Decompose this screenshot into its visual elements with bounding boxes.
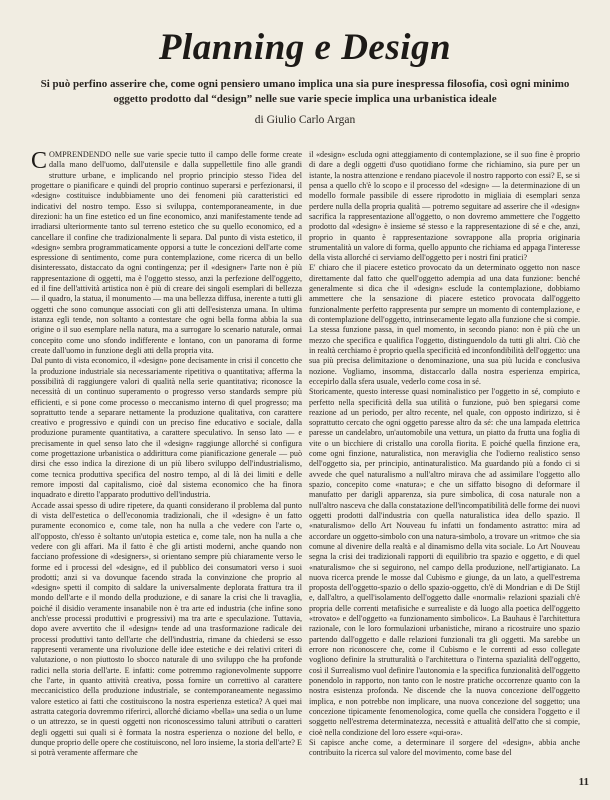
article-author: di Giulio Carlo Argan	[254, 114, 356, 126]
article-subtitle: Si può perfino asserire che, come ogni pensiero umano implica una sia pure inespressa filosofia, così ogni minimo oggetto prodotto dal “design” nelle sue varie specie implica una urbanistica ideale	[40, 78, 570, 105]
article-title: Planning e Design	[158, 27, 452, 68]
left-column	[31, 150, 302, 758]
paragraph: Accade assai spesso di udire ripetere, da quanti considerano il problema dal punto di vista dell'estetica o dell'economia tradizionali, che il «design» è un fatto puramente economico e, come tale, non ha nulla a che vedere con l'arte o, all'opposto, ch'esso è soltanto un'utopia estetica e, come tale, non ha nulla a che vedere con gli affari. Ma il fatto è che gli artisti moderni, anche quando non facciano professione di «designers», si orientano sempre più chiaramente verso le forme ed i processi del «design», ed il pubblico dei consumatori verso i suoi prodotti; anzi si va dovunque facendo strada la convinzione che proprio al «design» spetti il compito di saldare la universalmente deplorata frattura tra il mondo dell'arte e il mondo della produzione, e di sanare la crisi che li travaglia, poiché il disidio veramente insanabile non è tra arte ed industria (che infine sono anch'esse processi produttivi e progressivi) ma tra arte e speculazione. Tuttavia, dopo avere avvertito che il «design» tende ad una trasformazione radicale dei processi produttivi tanto dell'arte che dell'industria, rimane da chiedersi se esso rappresenti veramente una rivoluzione delle idee estetiche e dei relativi criteri di valutazione, o non piuttosto lo sbocco naturale di uno sviluppo che ha profonde radici nella storia dell'arte. E infatti: come potremmo ragionevolmente supporre che l'arte, in quanto attività creativa, possa fornire un correttivo al carattere meccanicistico della produzione industriale, se contemporaneamente negassimo valore estetico ai fatti che costituiscono la nostra esperienza estetica? A quei mai astratta categoria dovremmo riferirci, allorché diciamo «bella» una sedia o un lume o un attrezzo, se in questi oggetti non riconoscessimo taluni attributi o caratteri degli oggetti sui quali si è formata la nostra esperienza o nozione del bello, e dunque proprio delle opere che costituiscono, nel loro insieme, la storia dell'arte? E si potrà veramente affermare che	[31, 500, 302, 758]
paragraph-text: OMPRENDENDO nelle sue varie specie tutto il campo delle forme create dalla mano dell'uomo, dall'utensile e dalla suppellettile fino alle grandi strutture urbane, e implicando nel proprio principio stesso l'idea del progettare o pianificare e quindi del proprio continuo superarsi e perfezionarsi, il «design» costituisce indubbiamente uno dei fenomeni più caratteristici ed indicativi del nostro tempo. Esso si sviluppa, contemporaneamente, in due direzioni: ha un fine estetico ed un fine economico, anzi manifestamente tende ad irradiarsi ulteriormente tanto sul terreno estetico che su quello economico, ed a cancellare il confine che tradizionalmente li separa. Dal punto di vista estetico, il «design» sembra programmaticamente opporsi a tutte le concezioni dell'arte come espressione di sentimento, come pura contemplazione, come ricerca di un bello disinteressato, distaccato da ogni contingenza; per il «designer» l'arte non è più rappresentazione di oggetti, ma è l'oggetto stesso, anzi la perfezione dell'oggetto, ed il fine dell'attività artistica non è più di creare dei singoli esemplari di bellezza — il quadro, la statua, il monumento — ma una bellezza diffusa, inerente a tutti gli oggetti che sono comunque associati con gli atti dell'esistenza umana. In ultima istanza egli tende, non soltanto a contestare che ogni bella forma abbia la sua origine o il suo esemplare nella natura, ma a surrogare lo scenario naturale, ormai concepito come uno sfondo indifferente e lontano, con un panorama di forme create dall'uomo in funzione degli atti della propria vita.	[31, 150, 302, 355]
paragraph: E' chiaro che il piacere estetico provocato da un determinato oggetto non nasce direttamente dal fatto che quell'oggetto adempia ad una data funzione: benché generalmente si dica che il «design» esclude la contemplazione, dobbiamo ammettere che la sensazione di piacere estetico provocata dall'oggetto funzionalmente perfetto rappresenta pur sempre un momento di contemplazione, e di contemplazione dell'oggetto, intrinsecamente legato alla funzione che si compie. La stessa funzione passa, in quel momento, in secondo piano: non è più che un mezzo che specifica e qualifica l'oggetto, distinguendolo da tutti gli altri. Ciò che in realtà cerchiamo è proprio quella specificità ed inconfondibilità dell'oggetto: una sua più precisa delimitazione o denominazione, una sua più lucida e conclusiva nozione. Vogliamo, insomma, distaccarlo dalla nostra esperienza empirica, eccepirlo dalla sfera usuale, vederlo come cosa in sé.	[309, 263, 580, 386]
drop-cap: C	[31, 148, 48, 174]
paragraph	[31, 150, 302, 356]
paragraph: Si capisce anche come, a determinare il sorgere del «design», abbia anche contribuito la ricerca sul valore del movimento, come base del	[309, 737, 580, 758]
page-number: 11	[578, 776, 589, 788]
paragraph: il «design» escluda ogni atteggiamento di contemplazione, se il suo fine è proprio di dare a degli oggetti d'uso quotidiano forme che richiamino, sia pure per un istante, la nostra attenzione e rendano piacevole il nostro rapporto con essi? E, se si pensa a quello ch'è lo scopo e il processo del «design» — la determinazione di un modello formale passibile di essere riprodotto in migliaia di esemplari senza perdere nulla della propria qualità — potremo seguitare ad asserire che il «design» sacrifica la rappresentazione all'oggetto, o non dovremo ammettere che l'oggetto prodotto dal «design» è insieme sé stesso e la rappresentazione di sé e che, anzi, proprio in quanto è rappresentazione sovrappone alla propria originaria strumentalità un valore di forma, quello appunto che richiama ed appaga l'interesse della vista allorché ci serviamo dell'oggetto per i nostri fini pratici?	[309, 150, 580, 263]
paragraph: Storicamente, questo interesse quasi nominalistico per l'oggetto in sé, compiuto e perfetto nella specificità della sua utilità o funzione, può ben spiegarsi come reazione ad un periodo, per altro recente, nel quale, con opposto indirizzo, si è soprattutto cercato che ogni oggetto paresse altro da sé: che una lampada elettrica paresse un candelabro, un'automobile una vettura, un piatto da frutta una foglia di vite o un bicchiere di cristallo una corolla fiorita. E poiché quella finzione era, come ogni finzione, naturalistica, non meraviglia che l'odierno realistico senso dell'oggetto sia, per principio, antinaturalistico. Ma guardando più a fondo ci si avvede che quel naturalismo a null'altro mirava che ad assimilare l'oggetto allo spazio, concepito come «natura»; e che un siffatto bisogno di deformare il manufatto per darigli apparenza, sia pure simbolica, di cosa naturale non a null'altro nasceva che dalla constatazione dell'incompatibilità delle forme dei nuovi oggetti prodotti dall'industria con quella naturalistica idea dello spazio. Il «naturalismo» dello Art Nouveau fu infatti un fondamento astratto: mira ad accordare un oggetto-simbolo con una natura-simbolo, a trovare un «ritmo» che sia comune al divenire della realtà e al dinamismo della vita sociale. Lo Art Nouveau segna la crisi dei tradizionali rapporti di equilibrio tra spazio e oggetto, e di quel «naturalismo» che si seguirono, nel campo della produzione, nell'artigianato. La nuova ricerca prende le mosse dal Cubismo e giunge, da un lato, a quell'estrema proposta dell'oggetto-spazio o dello spazio-oggetto, ch'è di Mondrian e di De Stijl e, dall'altro, a quell'isolamento dell'oggetto dalle «normali» relazioni spaziali ch'è propria delle correnti metafisiche e surrealiste e dà luogo alla poetica dell'oggetto «trovato» e dell'oggetto «a funzionamento simbolico». La Bauhaus è l'architettura razionale, con le loro formulazioni urbanistiche, mirano a ricostruire uno spazio partendo dall'oggetto e dalle relazioni funzionali tra gli oggetti. Ma sarebbe un errore non riconoscere che, come il Cubismo e le correnti ad esso collegate vogliono definire la strutturalità o l'architettura o l'interna spazialità dell'oggetto, così il Surrealismo vuol definire l'autonomia e la specifica funzionalità dell'oggetto ponendolo in rapporto, non tanto con le nostre pratiche occorrenze quanto con la nostra esistenza profonda. Ne discende che la nuova concezione dell'oggetto implica, e non potrebbe non implicare, una nuova concezione del soggetto; una concezione tipicamente fenomenologica, come quella che considera l'oggetto e il soggetto nell'estrema determinatezza, necessità e attualità dell'atto che si compie, cioè nella condizione del loro essere «qui-ora».	[309, 387, 580, 737]
paragraph: Dal punto di vista economico, il «design» pone decisamente in crisi il concetto che la produzione industriale sia necessariamente ripetitiva o quantitativa; afferma la possibilità di raggiungere valori di qualità nella serie quantitativa; riconosce la necessità di un continuo superamento o progresso verso standards sempre più efficienti, e si pone come processo o meccanismo interno di quel progresso; ma soprattutto tende a separare nettamente la produzione qualitativa, con carattere creativo e progressivo e quindi con un preciso fine educativo e sociale, dalla produzione puramente quantitativa, a carattere speculativo. In senso lato — e precisamente in quel senso lato che il «design» raggiunge allorché si configura come progettazione urbanistica o addirittura come pianificazione generale — può dirsi che esso indica la direzione di un più libero sviluppo dell'industrialismo, come tecnica produttiva specifica del nostro tempo, al di là dei limiti e delle remore imposti dal capitalismo, cioè dal sistema economico che ha finora inquadrato e diretto l'apparato produttivo dell'industria.	[31, 356, 302, 500]
right-column	[309, 150, 580, 758]
